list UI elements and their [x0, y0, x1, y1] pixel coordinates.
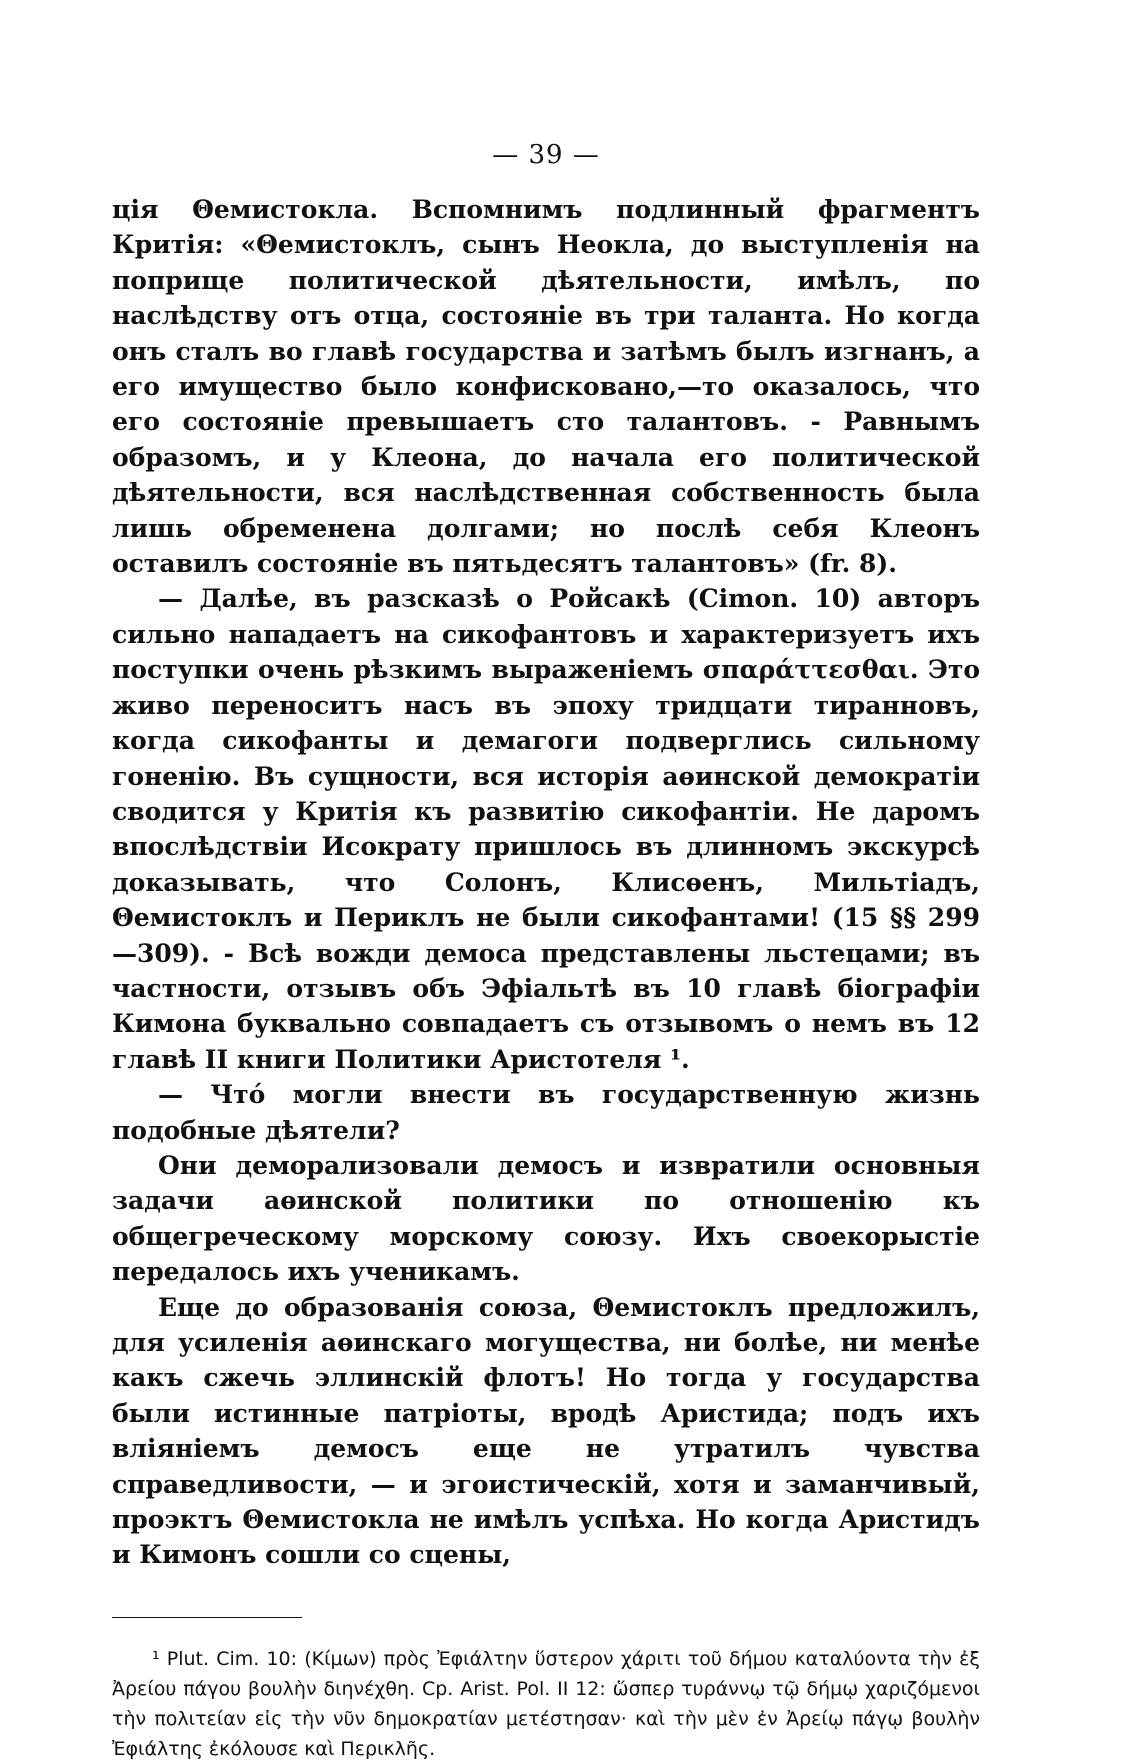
paragraph-3: — Чтó могли внести въ государственную жизнь подобные дѣятели?: [112, 1080, 980, 1145]
paragraph-1: ція Θемистокла. Вспомнимъ подлинный фрагментъ Критія: «Θемистоклъ, сынъ Неокла, до выступленія на поприще политической дѣятельности, имѣлъ, по наслѣдству отъ отца, состояніе въ три таланта. Но когда онъ сталъ во главѣ государства и затѣмъ былъ изгнанъ, а его имущество было конфисковано,—то оказалось, что его состояніе превышаетъ сто талантовъ. - Равнымъ образомъ, и у Клеона, до начала его политической дѣятельности, вся наслѣдственная собственность была лишь обременена долгами; но послѣ себя Клеонъ оставилъ состояніе въ пятьдесятъ талантовъ» (fr. 8).: [112, 195, 980, 579]
paragraph-5: Еще до образованія союза, Θемистоклъ предложилъ, для усиленія аѳинскаго могущества, ни болѣе, ни менѣе какъ сжечь эллинскій флотъ! Но тогда у государства были истинные патріоты, вродѣ Аристида; подъ ихъ вліяніемъ демосъ еще не утратилъ чувства справедливости, — и эгоистическій, хотя и заманчивый, проэктъ Θемистокла не имѣлъ успѣха. Но когда Аристидъ и Кимонъ сошли со сцены,: [112, 1292, 980, 1570]
body-text: [112, 192, 980, 1573]
paragraph-2: — Далѣе, въ разсказѣ о Ройсакѣ (Cimon. 10) авторъ сильно нападаетъ на сикофантовъ и характеризуетъ ихъ поступки очень рѣзкимъ выраженіемъ σπαράττεσθαι. Это живо переноситъ насъ въ эпоху тридцати тиранновъ, когда сикофанты и демагоги подверглись сильному гоненію. Въ сущности, вся исторія аѳинской демократіи сводится у Критія къ развитію сикофантіи. Не даромъ впослѣдствіи Исократу пришлось въ длинномъ экскурсѣ доказывать, что Солонъ, Клисѳенъ, Мильтіадъ, Θемистоклъ и Периклъ не были сикофантами! (15 §§ 299—309). - Всѣ вожди демоса представлены льстецами; въ частности, отзывъ объ Эфіальтѣ въ 10 главѣ біографіи Кимона буквально совпадаетъ съ отзывомъ о немъ въ 12 главѣ II книги Политики Аристотеля ¹.: [112, 584, 980, 1074]
paragraph-4: Они деморализовали демосъ и извратили основныя задачи аѳинской политики по отношенію къ общегреческому морскому союзу. Ихъ своекорыстіе передалось ихъ ученикамъ.: [112, 1150, 980, 1287]
page-number: — 39 —: [492, 140, 600, 170]
footnote-divider: [112, 1617, 302, 1618]
book-page: [112, 140, 980, 1764]
footnote: ¹ Plut. Cim. 10: (Κίμων) πρὸς Ἐφιάλτην ὕστερον χάριτι τοῦ δήμου καταλύοντα τὴν ἐξ Ἀρείου πάγου βουλὴν διηνέχθη. Cp. Arist. Pol. II 12: ὥσπερ τυράννῳ τῷ δήμῳ χαριζόμενοι τὴν πολιτείαν εἰς τὴν νῦν δημοκρατίαν μετέστησαν· καὶ τὴν μὲν ἐν Ἀρείῳ πάγῳ βουλὴν Ἐφιάλτης ἐκόλουσε καὶ Περικλῆς.: [112, 1647, 980, 1760]
